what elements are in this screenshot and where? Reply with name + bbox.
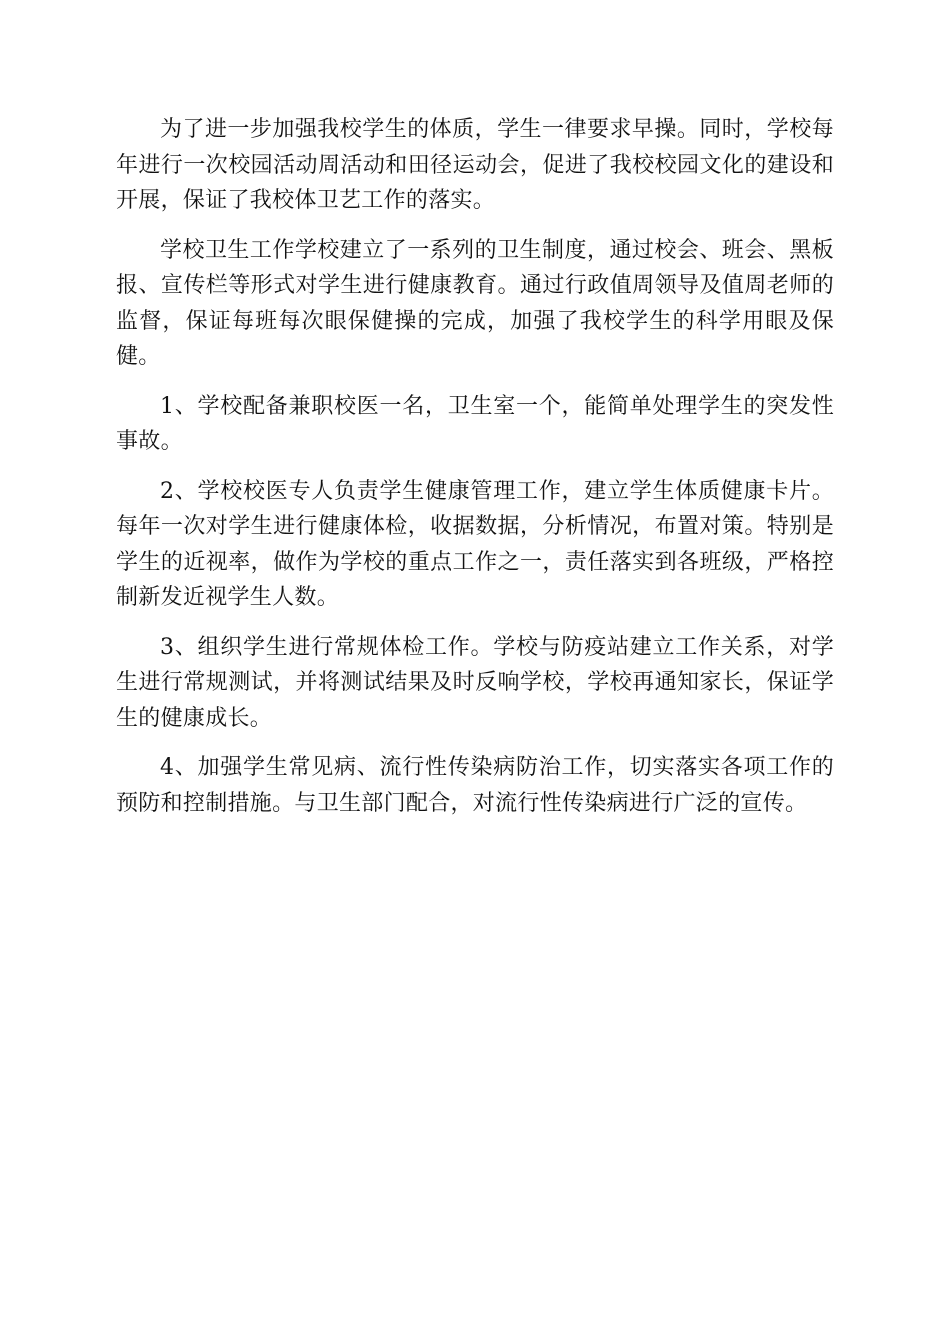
paragraph-item-1-school-doctor: 1、学校配备兼职校医一名，卫生室一个，能简单处理学生的突发性事故。 <box>116 393 834 454</box>
paragraph-item-3-routine-checkup: 3、组织学生进行常规体检工作。学校与防疫站建立工作关系，对学生进行常规测试，并将测试结果及时反响学校，学校再通知家长，保证学生的健康成长。 <box>116 634 834 731</box>
paragraph-item-4-disease-prevention: 4、加强学生常见病、流行性传染病防治工作，切实落实各项工作的预防和控制措施。与卫生部门配合，对流行性传染病进行广泛的宣传。 <box>116 755 834 816</box>
paragraph-item-2-health-management: 2、学校校医专人负责学生健康管理工作，建立学生体质健康卡片。每年一次对学生进行健康体检，收据数据，分析情况，布置对策。特别是学生的近视率，做作为学校的重点工作之一，责任落实到各班级，严格控制新发近视学生人数。 <box>116 478 834 610</box>
paragraph-physical-fitness: 为了进一步加强我校学生的体质，学生一律要求早操。同时，学校每年进行一次校园活动周活动和田径运动会，促进了我校校园文化的建设和开展，保证了我校体卫艺工作的落实。 <box>116 117 834 213</box>
paragraph-health-education: 学校卫生工作学校建立了一系列的卫生制度，通过校会、班会、黑板报、宣传栏等形式对学生进行健康教育。通过行政值周领导及值周老师的监督，保证每班每次眼保健操的完成，加强了我校学生的科学用眼及保健。 <box>116 237 834 369</box>
document-body <box>116 112 834 835</box>
